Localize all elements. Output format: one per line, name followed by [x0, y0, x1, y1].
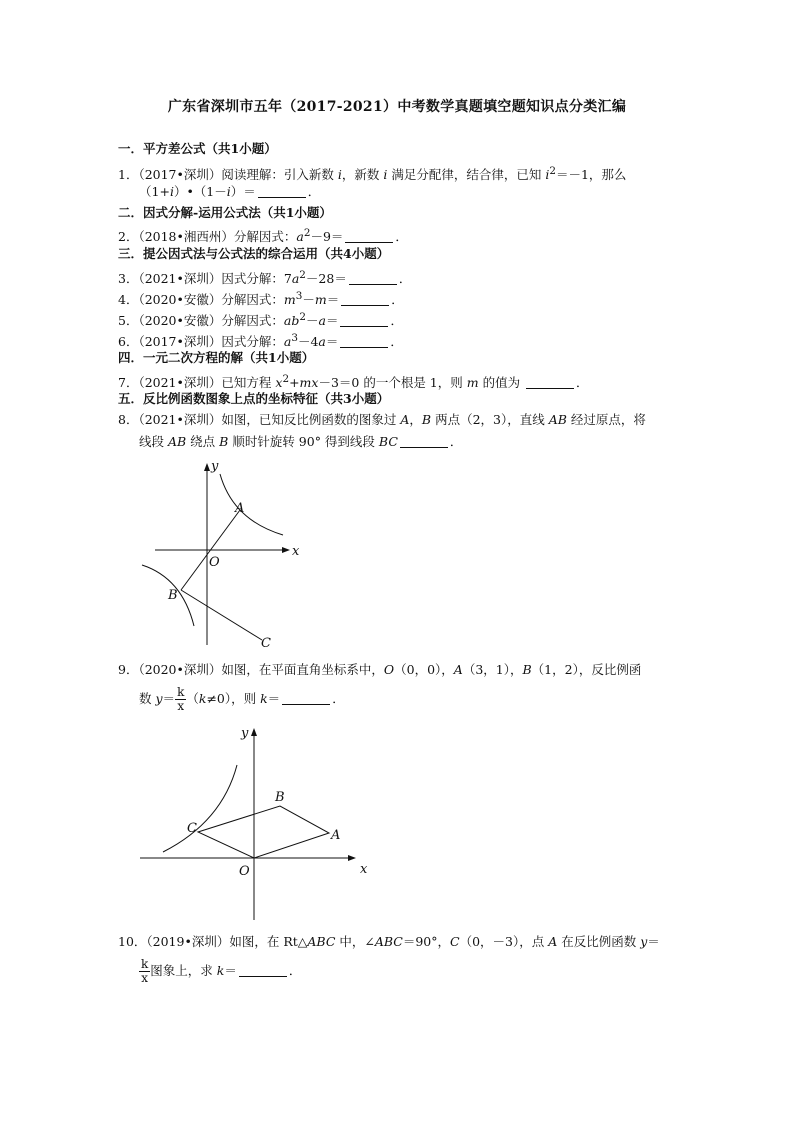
q8-text: 绕点 — [186, 434, 220, 449]
label-y: y — [211, 459, 219, 474]
q1-var: i — [545, 167, 550, 183]
q4-text: ． — [391, 292, 404, 308]
q6-text: ＝ — [325, 334, 339, 350]
q1-text: ）＝ — [230, 184, 256, 199]
q5-text: 5．（2020•安徽）分解因式： — [118, 313, 284, 329]
label-x: x — [360, 862, 368, 877]
q8-var: B — [421, 412, 432, 427]
q1-text: （1+ — [139, 184, 170, 199]
q8-var: AB — [167, 434, 187, 449]
label-C: C — [187, 821, 197, 836]
q9-text: （1，2），反比例函 — [531, 662, 642, 677]
question-1-line2 — [139, 183, 320, 201]
question-9 — [118, 661, 641, 679]
section-heading-2: 二．因式分解-运用公式法（共1小题） — [118, 205, 332, 220]
answer-blank-7[interactable] — [526, 376, 574, 389]
parallelogram-OABC — [198, 806, 329, 858]
question-4 — [118, 287, 404, 309]
q8-text: ． — [449, 434, 463, 449]
q6-var: a — [283, 334, 292, 350]
q7-var: mx — [299, 375, 319, 391]
section-heading-4: 四．一元二次方程的解（共1小题） — [118, 350, 315, 365]
q7-text: + — [289, 375, 300, 391]
fraction-k-over-x — [139, 958, 150, 985]
q8-var: A — [400, 412, 410, 427]
q10-text: ＝ — [647, 934, 660, 949]
fraction-denominator: x — [141, 971, 149, 985]
label-B: B — [168, 588, 178, 603]
q10-text: （0，－3），点 — [459, 934, 549, 949]
section-heading-1: 一．平方差公式（共1小题） — [118, 141, 277, 156]
x-axis-arrow — [282, 547, 290, 553]
q8-var: BC — [378, 434, 398, 449]
q10-text: ＝90°， — [402, 934, 451, 949]
q1-text: ，新数 — [341, 167, 384, 183]
answer-blank-1[interactable] — [258, 185, 306, 198]
q7-exponent: 2 — [282, 373, 290, 385]
q9-var: k — [260, 691, 268, 706]
q10-var: k — [216, 963, 225, 978]
q1-text: ． — [307, 184, 321, 199]
answer-blank-2[interactable] — [345, 230, 393, 243]
q7-var: x — [275, 375, 283, 391]
q7-text: 的值为 — [478, 375, 525, 391]
q9-text: （ — [186, 691, 199, 706]
q8-var: AB — [548, 412, 567, 427]
section-heading-5: 五．反比例函数图象上点的坐标特征（共3小题） — [118, 391, 390, 406]
q8-text: ， — [409, 412, 422, 427]
q4-var: m — [314, 292, 327, 308]
question-8-line2 — [139, 433, 462, 451]
q8-var: B — [219, 434, 229, 449]
q4-var: m — [283, 292, 296, 308]
q10-var: y — [640, 934, 648, 949]
q9-text: ＝ — [267, 691, 281, 706]
q8-text: 两点（2，3），直线 — [431, 412, 549, 427]
q1-text: ＝－1，那么 — [555, 167, 627, 183]
q10-text: ． — [288, 963, 302, 978]
q9-text: ≠0），则 — [206, 691, 261, 706]
q10-text: 10．（2019•深圳）如图，在 Rt△ — [118, 934, 308, 949]
q4-text: 4．（2020•安徽）分解因式： — [118, 292, 284, 308]
q5-text: ． — [390, 313, 403, 329]
q10-text: ＝ — [224, 963, 237, 978]
q8-text: 8．（2021•深圳）如图，已知反比例函数的图象过 — [118, 412, 401, 427]
q1-var: i — [226, 184, 231, 199]
question-5 — [118, 308, 403, 330]
question-10 — [118, 933, 660, 951]
question-9-line2 — [139, 686, 345, 713]
q1-var: i — [169, 184, 174, 199]
fraction-k-over-x — [175, 686, 186, 713]
q3-exponent: 2 — [299, 269, 306, 281]
q9-var: O — [383, 662, 395, 677]
label-C: C — [261, 636, 271, 651]
q7-text: 7．（2021•深圳）已知方程 — [118, 375, 276, 391]
q1-exponent: 2 — [549, 165, 556, 177]
q9-var: A — [453, 662, 463, 677]
q3-text: ． — [398, 271, 412, 287]
q7-var: m — [466, 375, 479, 391]
q3-text: 3．（2021•深圳）因式分解：7 — [118, 271, 292, 287]
q1-text: 1．（2017•深圳）阅读理解：引入新数 — [118, 167, 338, 183]
q2-exponent: 2 — [303, 227, 311, 239]
question-1 — [118, 162, 626, 184]
q6-text: 6．（2017•深圳）因式分解： — [118, 334, 284, 350]
answer-blank-5[interactable] — [340, 314, 388, 327]
x-axis-arrow — [348, 855, 356, 861]
q10-var: A — [548, 934, 558, 949]
q8-text: 线段 — [139, 434, 168, 449]
section-heading-3: 三．提公因式法与公式法的综合运用（共4小题） — [118, 246, 390, 261]
fraction-numerator: k — [141, 957, 149, 971]
q5-var: a — [318, 313, 326, 329]
fraction-numerator: k — [177, 685, 185, 699]
question-10-line2 — [139, 958, 301, 985]
answer-blank-8[interactable] — [400, 435, 448, 448]
answer-blank-9[interactable] — [282, 692, 330, 705]
question-8 — [118, 411, 646, 429]
q1-text: 满足分配律，结合律，已知 — [387, 167, 546, 183]
y-axis-arrow — [251, 728, 257, 736]
q4-exponent: 3 — [295, 290, 303, 302]
label-x: x — [292, 544, 300, 559]
q2-text: －9＝ — [310, 229, 344, 245]
answer-blank-4[interactable] — [341, 293, 389, 306]
q2-text: 2．（2018•湘西州）分解因式： — [118, 229, 297, 245]
figure-q8 — [135, 455, 305, 655]
question-2 — [118, 224, 408, 246]
q10-var: ABC — [307, 934, 336, 949]
q9-text: （0，0）， — [394, 662, 454, 677]
q5-var: ab — [283, 313, 300, 329]
q7-text: －3＝0 的一个根是 1，则 — [318, 375, 467, 391]
q10-text: 图象上，求 — [150, 963, 217, 978]
q9-text: ． — [332, 691, 345, 706]
label-A: A — [331, 828, 341, 843]
q2-text: ． — [395, 229, 408, 245]
hyperbola-branch-q1 — [220, 474, 283, 535]
figure-q9 — [135, 720, 375, 925]
q6-var: a — [318, 334, 326, 350]
q8-text: 顺时针旋转 90° 得到线段 — [228, 434, 379, 449]
label-O: O — [239, 864, 250, 879]
q1-var: i — [383, 167, 388, 183]
y-axis-arrow — [204, 463, 210, 471]
q10-var: C — [450, 934, 460, 949]
q9-text: 9．（2020•深圳）如图，在平面直角坐标系中， — [118, 662, 384, 677]
q7-text: ． — [576, 375, 589, 391]
answer-blank-3[interactable] — [349, 272, 397, 285]
q4-text: ＝ — [326, 292, 340, 308]
q4-text: － — [302, 292, 315, 308]
q1-text: ）•（1－ — [173, 184, 227, 199]
question-6 — [118, 329, 403, 351]
q10-text: 中，∠ — [335, 934, 375, 949]
q9-text: （3，1）， — [462, 662, 523, 677]
fraction-denominator: x — [177, 699, 185, 713]
q9-var: B — [522, 662, 532, 677]
q9-var: k — [198, 691, 207, 706]
q6-exponent: 3 — [291, 332, 298, 344]
answer-blank-10[interactable] — [239, 964, 287, 977]
q3-var: a — [291, 271, 300, 287]
q1-var: i — [337, 167, 342, 183]
q5-text: ＝ — [325, 313, 339, 329]
q2-var: a — [296, 229, 304, 245]
q10-text: 在反比例函数 — [557, 934, 641, 949]
hyperbola-branch — [163, 765, 237, 852]
question-3 — [118, 266, 411, 288]
q6-text: －4 — [297, 334, 319, 350]
label-O: O — [209, 555, 220, 570]
q5-exponent: 2 — [299, 311, 306, 323]
q9-var: y — [155, 691, 163, 706]
page-title: 广东省深圳市五年（2017-2021）中考数学真题填空题知识点分类汇编 — [167, 99, 627, 115]
q8-text: 经过原点，将 — [566, 412, 646, 427]
q9-text: ＝ — [162, 691, 176, 706]
label-y: y — [241, 726, 249, 741]
segment-BC — [181, 590, 262, 640]
question-7 — [118, 370, 589, 392]
q5-text: － — [305, 313, 319, 329]
label-A: A — [235, 501, 245, 516]
q10-var: ABC — [374, 934, 403, 949]
answer-blank-6[interactable] — [340, 335, 388, 348]
q6-text: ． — [390, 334, 403, 350]
q9-text: 数 — [139, 691, 156, 706]
q3-text: －28＝ — [305, 271, 347, 287]
label-B: B — [275, 790, 285, 805]
